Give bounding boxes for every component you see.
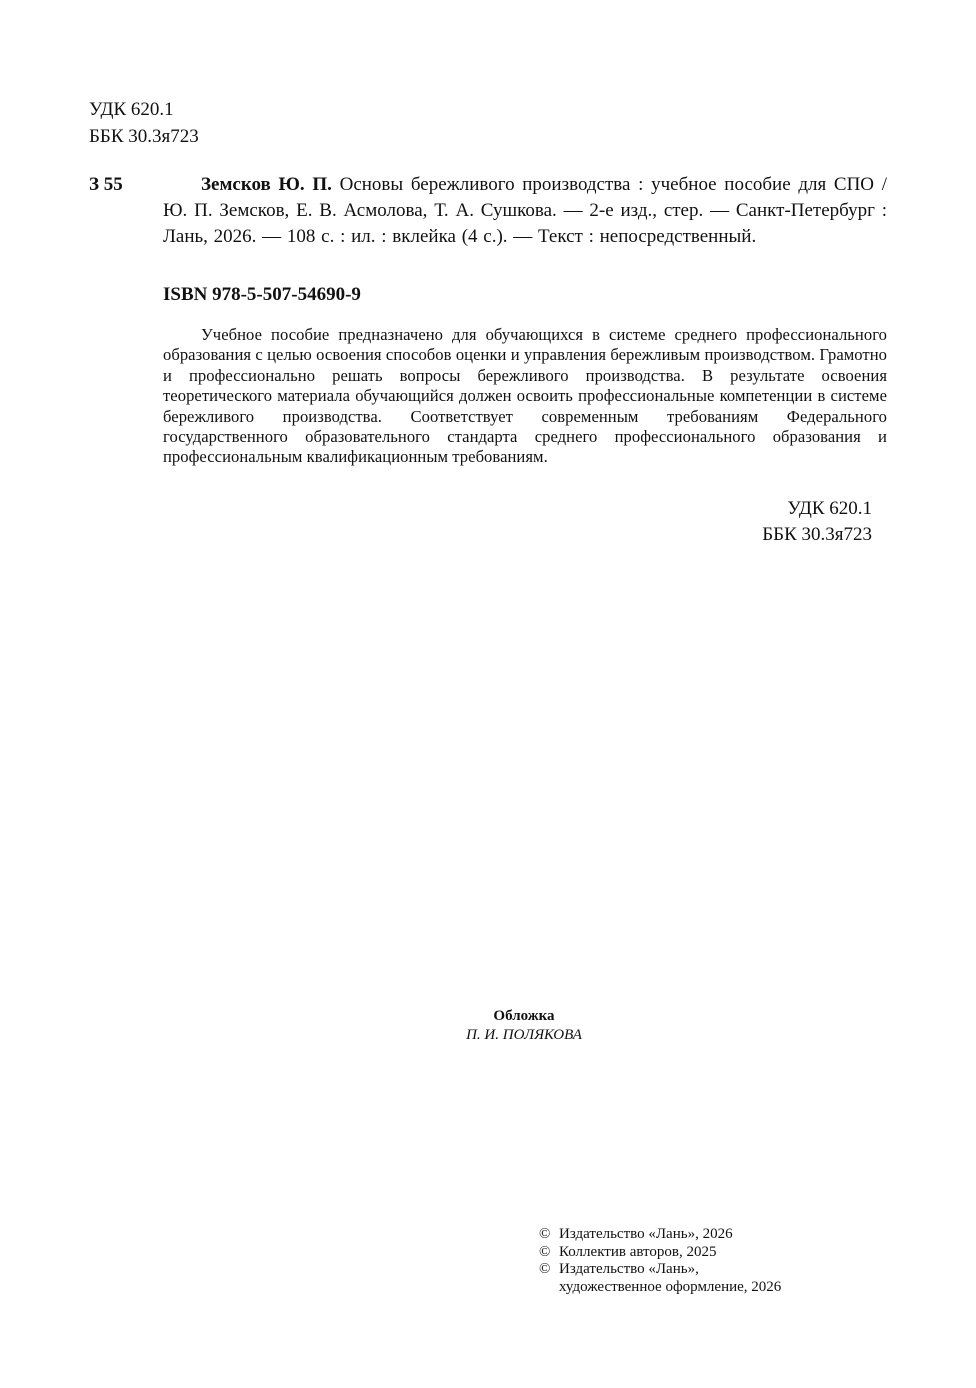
copyright-text: Издательство «Лань», 2026 [559, 1226, 733, 1242]
copyright-symbol: © [539, 1243, 551, 1260]
classification-codes-top [89, 96, 199, 150]
copyright-symbol: © [539, 1261, 551, 1277]
copyright-line [539, 1261, 781, 1279]
copyright-text: Издательство «Лань», [559, 1261, 699, 1277]
copyright-line [539, 1226, 781, 1244]
bbk-code: ББК 30.3я723 [89, 126, 199, 147]
copyright-line [539, 1244, 781, 1262]
copyright-symbol: © [539, 1226, 551, 1242]
isbn: ISBN 978-5-507-54690-9 [163, 284, 361, 305]
annotation: Учебное пособие предназначено для обучающихся в системе среднего профессионального образования с целью освоения способов оценки и управления бережливым производством. Грамотно и профессионально решать вопросы бережливого производства. В результате освоения теоретического материала обучающийся должен освоить профессиональные компетенции в системе бережливого производства. Соответствует современным требованиям Федерального государственного образовательного стандарта среднего профессионального образования и профессиональным квалификационным требованиям. [163, 325, 887, 467]
author-mark: З 55 [89, 174, 123, 195]
udk-code: УДК 620.1 [787, 498, 872, 519]
bbk-code: ББК 30.3я723 [762, 524, 872, 545]
cover-credit-title: Обложка [493, 1008, 555, 1024]
cover-credit [0, 1007, 976, 1045]
copyright-block [539, 1226, 781, 1296]
udk-code: УДК 620.1 [89, 99, 174, 120]
cover-credit-artist: П. И. ПОЛЯКОВА [466, 1027, 582, 1043]
record-description: Основы бережливого производства : учебное пособие для СПО / Ю. П. Земсков, Е. В. Асмолова, Т. А. Сушкова. — 2-е изд., стер. — Санкт-Петербург : Лань, 2026. — 108 с. : ил. : вклейка (4 с.). — Текст : непосредственный. [163, 174, 888, 247]
classification-codes-bottom [762, 496, 872, 548]
record-author: Земсков Ю. П. [201, 174, 332, 195]
copyright-text-continuation: художественное оформление, 2026 [559, 1278, 782, 1295]
bibliographic-record [163, 172, 887, 250]
copyright-text: Коллектив авторов, 2025 [559, 1243, 717, 1260]
